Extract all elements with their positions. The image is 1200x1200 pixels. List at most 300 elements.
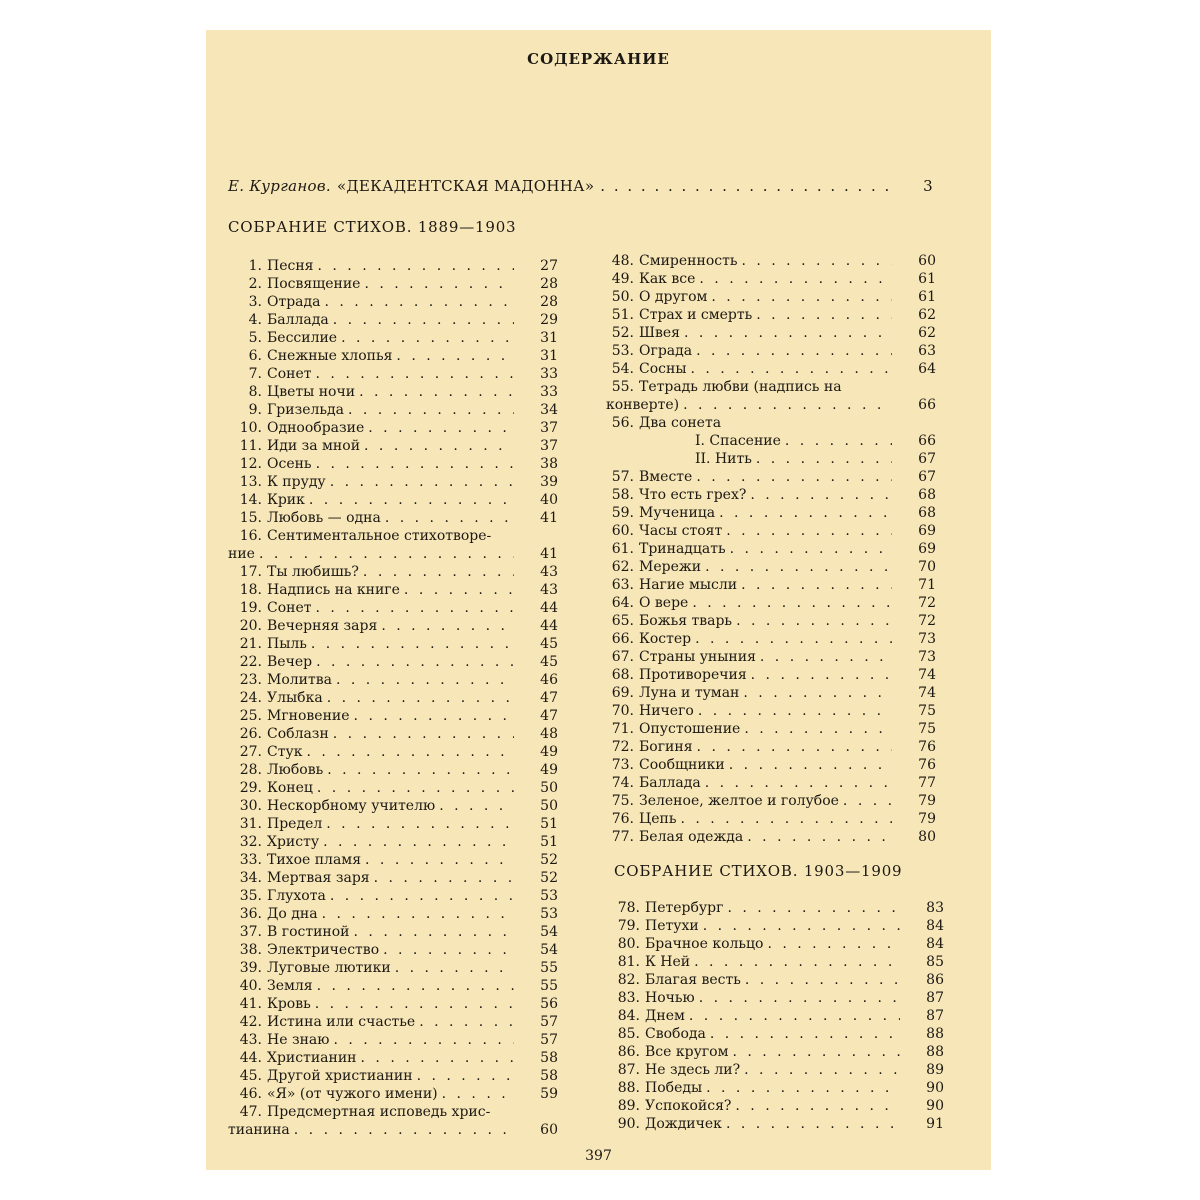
dot-leader bbox=[259, 545, 514, 563]
toc-entry bbox=[606, 288, 936, 306]
dot-leader bbox=[760, 648, 892, 666]
entry-number: 59. bbox=[611, 505, 634, 521]
entry-title: Однообразие bbox=[267, 420, 365, 436]
entry-title: Улыбка bbox=[267, 690, 323, 706]
dot-leader bbox=[316, 599, 514, 617]
entry-number: 89. bbox=[617, 1098, 640, 1114]
toc-entry bbox=[606, 828, 936, 846]
entry-title: К пруду bbox=[267, 474, 326, 490]
toc-entry bbox=[228, 833, 558, 851]
entry-title: Петухи bbox=[645, 918, 699, 934]
toc-entry bbox=[606, 378, 936, 396]
entry-page: 59 bbox=[540, 1086, 558, 1102]
toc-entry bbox=[606, 1025, 944, 1043]
entry-number: 82. bbox=[617, 972, 640, 988]
entry-title: Как все bbox=[639, 271, 696, 287]
entry-number: 14. bbox=[239, 492, 262, 508]
entry-number: 16. bbox=[239, 528, 262, 544]
entry-title: Пыль bbox=[267, 636, 307, 652]
dot-leader bbox=[363, 563, 514, 581]
toc-column-right-bottom bbox=[606, 899, 944, 1133]
toc-entry bbox=[606, 594, 936, 612]
dot-leader bbox=[690, 360, 892, 378]
toc-entry bbox=[606, 917, 944, 935]
dot-leader bbox=[368, 419, 514, 437]
entry-title: Ограда bbox=[639, 343, 693, 359]
entry-page: 43 bbox=[540, 582, 558, 598]
entry-page: 73 bbox=[918, 649, 936, 665]
entry-title: Христианин bbox=[267, 1050, 357, 1066]
dot-leader bbox=[417, 1067, 514, 1085]
toc-entry bbox=[228, 995, 558, 1013]
toc-entry bbox=[606, 702, 936, 720]
entry-page: 90 bbox=[926, 1080, 944, 1096]
entry-number: 20. bbox=[239, 618, 262, 634]
dot-leader bbox=[294, 1121, 514, 1139]
entry-number: 70. bbox=[611, 703, 634, 719]
entry-page: 56 bbox=[540, 996, 558, 1012]
entry-page: 54 bbox=[540, 924, 558, 940]
entry-number: 74. bbox=[611, 775, 634, 791]
dot-leader bbox=[354, 707, 514, 725]
entry-number: 33. bbox=[239, 852, 262, 868]
entry-number: 11. bbox=[239, 438, 262, 454]
toc-entry bbox=[228, 329, 558, 347]
toc-entry bbox=[228, 455, 558, 473]
entry-number: 81. bbox=[617, 954, 640, 970]
entry-title: Баллада bbox=[267, 312, 329, 328]
entry-title: Ничего bbox=[639, 703, 694, 719]
entry-title: Молитва bbox=[267, 672, 332, 688]
entry-title: Электричество bbox=[267, 942, 380, 958]
entry-page: 83 bbox=[926, 900, 944, 916]
entry-number: 62. bbox=[611, 559, 634, 575]
entry-title: В гостиной bbox=[267, 924, 350, 940]
dot-leader bbox=[680, 810, 892, 828]
entry-number: 86. bbox=[617, 1044, 640, 1060]
dot-leader bbox=[404, 581, 514, 599]
toc-entry bbox=[228, 815, 558, 833]
entry-title: Вместе bbox=[639, 469, 693, 485]
entry-page: 84 bbox=[926, 936, 944, 952]
toc-entry bbox=[228, 1121, 558, 1139]
entry-number: 46. bbox=[239, 1086, 262, 1102]
entry-number: 84. bbox=[617, 1008, 640, 1024]
entry-title: Истина или счастье bbox=[267, 1014, 416, 1030]
entry-page: 74 bbox=[918, 667, 936, 683]
entry-title: Бессилие bbox=[267, 330, 338, 346]
dot-leader bbox=[699, 989, 900, 1007]
intro-author: Е. Курганов. bbox=[228, 177, 331, 195]
toc-entry bbox=[228, 599, 558, 617]
dot-leader bbox=[323, 833, 514, 851]
entry-number: 80. bbox=[617, 936, 640, 952]
entry-page: 51 bbox=[540, 816, 558, 832]
dot-leader bbox=[703, 917, 900, 935]
entry-title: Божья тварь bbox=[639, 613, 733, 629]
entry-page: 75 bbox=[918, 721, 936, 737]
dot-leader bbox=[730, 540, 892, 558]
entry-number: 60. bbox=[611, 523, 634, 539]
entry-title: Ночью bbox=[645, 990, 695, 1006]
entry-page: 33 bbox=[540, 366, 558, 382]
entry-title: ние bbox=[228, 546, 255, 562]
toc-entry bbox=[606, 810, 936, 828]
entry-number: 78. bbox=[617, 900, 640, 916]
page-number: 397 bbox=[585, 1148, 612, 1164]
entry-title: Гризельда bbox=[267, 402, 344, 418]
entry-page: 38 bbox=[540, 456, 558, 472]
entry-title: Опустошение bbox=[639, 721, 741, 737]
entry-number: 41. bbox=[239, 996, 262, 1012]
entry-number: 34. bbox=[239, 870, 262, 886]
entry-title: Луна и туман bbox=[639, 685, 740, 701]
entry-number: 52. bbox=[611, 325, 634, 341]
entry-title: Не здесь ли? bbox=[645, 1062, 741, 1078]
entry-page: 50 bbox=[540, 798, 558, 814]
entry-page: 54 bbox=[540, 942, 558, 958]
entry-title: Стук bbox=[267, 744, 303, 760]
dot-leader bbox=[695, 630, 892, 648]
dot-leader bbox=[694, 953, 900, 971]
entry-page: 49 bbox=[540, 762, 558, 778]
entry-page: 72 bbox=[918, 595, 936, 611]
entry-number: 23. bbox=[239, 672, 262, 688]
toc-entry bbox=[228, 779, 558, 797]
entry-number: 17. bbox=[239, 564, 262, 580]
entry-page: 74 bbox=[918, 685, 936, 701]
entry-title: Успокойся? bbox=[645, 1098, 732, 1114]
entry-page: 69 bbox=[918, 541, 936, 557]
entry-number: 73. bbox=[611, 757, 634, 773]
toc-entry bbox=[228, 743, 558, 761]
toc-entry bbox=[228, 689, 558, 707]
entry-page: 84 bbox=[926, 918, 944, 934]
entry-number: 53. bbox=[611, 343, 634, 359]
entry-title: Противоречия bbox=[639, 667, 747, 683]
toc-entry bbox=[228, 959, 558, 977]
entry-number: 58. bbox=[611, 487, 634, 503]
entry-number: 51. bbox=[611, 307, 634, 323]
toc-entry bbox=[228, 905, 558, 923]
section-heading-1889-1903: СОБРАНИЕ СТИХОВ. 1889—1903 bbox=[228, 218, 517, 236]
intro-entry bbox=[228, 177, 933, 199]
entry-page: 48 bbox=[540, 726, 558, 742]
dot-leader bbox=[751, 666, 892, 684]
toc-entry bbox=[606, 935, 944, 953]
entry-title: Христу bbox=[267, 834, 320, 850]
toc-entry bbox=[606, 450, 936, 468]
dot-leader bbox=[732, 1043, 900, 1061]
entry-page: 34 bbox=[540, 402, 558, 418]
entry-title: Нагие мысли bbox=[639, 577, 738, 593]
entry-title: Часы стоят bbox=[639, 523, 723, 539]
entry-number: 42. bbox=[239, 1014, 262, 1030]
entry-number: 39. bbox=[239, 960, 262, 976]
entry-title: Смиренность bbox=[639, 253, 738, 269]
toc-entry bbox=[606, 432, 936, 450]
entry-number: 18. bbox=[239, 582, 262, 598]
entry-page: 88 bbox=[926, 1044, 944, 1060]
dot-leader bbox=[309, 491, 514, 509]
dot-leader bbox=[696, 342, 892, 360]
dot-leader bbox=[744, 1061, 900, 1079]
entry-title: Песня bbox=[267, 258, 314, 274]
entry-page: 88 bbox=[926, 1026, 944, 1042]
entry-number: 67. bbox=[611, 649, 634, 665]
entry-number: 38. bbox=[239, 942, 262, 958]
entry-title: Иди за мной bbox=[267, 438, 361, 454]
dot-leader bbox=[333, 311, 514, 329]
entry-number: 12. bbox=[239, 456, 262, 472]
entry-title: До дна bbox=[267, 906, 318, 922]
entry-title: Сонет bbox=[267, 366, 312, 382]
dot-leader bbox=[316, 653, 514, 671]
entry-title: Глухота bbox=[267, 888, 326, 904]
entry-number: 22. bbox=[239, 654, 262, 670]
dot-leader bbox=[741, 576, 892, 594]
dot-leader bbox=[843, 792, 892, 810]
dot-leader bbox=[736, 612, 892, 630]
entry-page: 52 bbox=[540, 852, 558, 868]
entry-number: 28. bbox=[239, 762, 262, 778]
toc-entry bbox=[606, 666, 936, 684]
entry-title: Кровь bbox=[267, 996, 311, 1012]
entry-page: 43 bbox=[540, 564, 558, 580]
toc-entry bbox=[228, 473, 558, 491]
toc-entry bbox=[228, 617, 558, 635]
toc-entry bbox=[606, 522, 936, 540]
entry-title: Осень bbox=[267, 456, 312, 472]
entry-page: 27 bbox=[540, 258, 558, 274]
dot-leader bbox=[395, 959, 514, 977]
toc-entry bbox=[228, 581, 558, 599]
entry-title: «Я» (от чужого имени) bbox=[267, 1086, 438, 1102]
entry-number: 85. bbox=[617, 1026, 640, 1042]
dot-leader bbox=[333, 725, 514, 743]
entry-number: 26. bbox=[239, 726, 262, 742]
toc-entry bbox=[228, 347, 558, 365]
entry-page: 57 bbox=[540, 1032, 558, 1048]
toc-entry bbox=[606, 324, 936, 342]
toc-entry bbox=[228, 1013, 558, 1031]
dot-leader bbox=[374, 869, 514, 887]
entry-number: 37. bbox=[239, 924, 262, 940]
dot-leader bbox=[696, 468, 892, 486]
entry-title: Сонет bbox=[267, 600, 312, 616]
entry-page: 62 bbox=[918, 325, 936, 341]
dot-leader bbox=[364, 437, 514, 455]
toc-entry bbox=[606, 1043, 944, 1061]
entry-title: Победы bbox=[645, 1080, 703, 1096]
entry-title: Цветы ночи bbox=[267, 384, 356, 400]
entry-title: Мережи bbox=[639, 559, 702, 575]
entry-page: 41 bbox=[540, 510, 558, 526]
entry-page: 75 bbox=[918, 703, 936, 719]
entry-number: 43. bbox=[239, 1032, 262, 1048]
toc-entry bbox=[606, 1079, 944, 1097]
dot-leader bbox=[348, 401, 514, 419]
entry-number: 19. bbox=[239, 600, 262, 616]
toc-entry bbox=[606, 612, 936, 630]
toc-entry bbox=[606, 558, 936, 576]
dot-leader bbox=[330, 887, 514, 905]
dot-leader bbox=[333, 1031, 514, 1049]
toc-entry bbox=[606, 630, 936, 648]
entry-page: 58 bbox=[540, 1068, 558, 1084]
dot-leader bbox=[381, 617, 514, 635]
toc-entry bbox=[606, 756, 936, 774]
entry-page: 87 bbox=[926, 990, 944, 1006]
entry-page: 46 bbox=[540, 672, 558, 688]
entry-number: 29. bbox=[239, 780, 262, 796]
dot-leader bbox=[336, 671, 514, 689]
entry-number: 69. bbox=[611, 685, 634, 701]
toc-entry bbox=[228, 761, 558, 779]
entry-number: 65. bbox=[611, 613, 634, 629]
entry-number: 5. bbox=[248, 330, 262, 346]
entry-title: Петербург bbox=[645, 900, 724, 916]
entry-number: 61. bbox=[611, 541, 634, 557]
dot-leader bbox=[364, 275, 514, 293]
entry-title: II. Нить bbox=[695, 451, 752, 467]
entry-title: Что есть грех? bbox=[639, 487, 747, 503]
entry-page: 37 bbox=[540, 420, 558, 436]
entry-page: 79 bbox=[918, 811, 936, 827]
entry-title: Дождичек bbox=[645, 1116, 722, 1132]
entry-page: 39 bbox=[540, 474, 558, 490]
dot-leader bbox=[705, 558, 892, 576]
toc-entry bbox=[606, 468, 936, 486]
entry-number: 1. bbox=[248, 258, 262, 274]
entry-page: 44 bbox=[540, 600, 558, 616]
toc-entry bbox=[606, 648, 936, 666]
dot-leader bbox=[365, 851, 514, 869]
entry-page: 57 bbox=[540, 1014, 558, 1030]
entry-page: 76 bbox=[918, 757, 936, 773]
toc-entry bbox=[606, 342, 936, 360]
entry-page: 79 bbox=[918, 793, 936, 809]
entry-title: Предсмертная исповедь хрис- bbox=[267, 1104, 491, 1120]
toc-entry bbox=[228, 491, 558, 509]
toc-entry bbox=[606, 971, 944, 989]
dot-leader bbox=[727, 899, 900, 917]
entry-page: 53 bbox=[540, 906, 558, 922]
entry-number: 35. bbox=[239, 888, 262, 904]
toc-entry bbox=[228, 1103, 558, 1121]
toc-entry bbox=[228, 1085, 558, 1103]
entry-number: 64. bbox=[611, 595, 634, 611]
toc-entry bbox=[228, 725, 558, 743]
entry-title: Благая весть bbox=[645, 972, 741, 988]
entry-number: 44. bbox=[239, 1050, 262, 1066]
entry-title: Брачное кольцо bbox=[645, 936, 764, 952]
toc-entry bbox=[606, 306, 936, 324]
entry-number: 10. bbox=[239, 420, 262, 436]
entry-number: 71. bbox=[611, 721, 634, 737]
entry-title: Сентиментальное стихотворе- bbox=[267, 528, 492, 544]
entry-title: Богиня bbox=[639, 739, 693, 755]
entry-page: 51 bbox=[540, 834, 558, 850]
toc-entry bbox=[228, 887, 558, 905]
entry-title: Тихое пламя bbox=[267, 852, 362, 868]
entry-page: 69 bbox=[918, 523, 936, 539]
dot-leader bbox=[698, 702, 892, 720]
dot-leader bbox=[316, 455, 514, 473]
entry-page: 41 bbox=[540, 546, 558, 562]
toc-entry bbox=[606, 396, 936, 414]
toc-entry bbox=[228, 257, 558, 275]
entry-page: 87 bbox=[926, 1008, 944, 1024]
toc-entry bbox=[606, 899, 944, 917]
entry-page: 66 bbox=[918, 397, 936, 413]
dot-leader bbox=[726, 522, 892, 540]
entry-page: 31 bbox=[540, 330, 558, 346]
entry-page: 45 bbox=[540, 654, 558, 670]
entry-number: 4. bbox=[248, 312, 262, 328]
dot-leader bbox=[692, 594, 892, 612]
entry-page: 53 bbox=[540, 888, 558, 904]
toc-column-left bbox=[228, 257, 558, 1139]
toc-entry bbox=[228, 527, 558, 545]
entry-page: 67 bbox=[918, 451, 936, 467]
dot-leader bbox=[385, 509, 514, 527]
entry-title: Надпись на книге bbox=[267, 582, 400, 598]
dot-leader bbox=[317, 779, 514, 797]
dot-leader bbox=[697, 738, 892, 756]
toc-entry bbox=[606, 540, 936, 558]
toc-entry bbox=[228, 923, 558, 941]
dot-leader bbox=[317, 977, 514, 995]
toc-entry bbox=[606, 684, 936, 702]
entry-title: Не знаю bbox=[267, 1032, 330, 1048]
entry-title: О другом bbox=[639, 289, 708, 305]
entry-page: 71 bbox=[918, 577, 936, 593]
dot-leader bbox=[318, 257, 515, 275]
dot-leader bbox=[341, 329, 514, 347]
dot-leader bbox=[741, 252, 892, 270]
toc-entry bbox=[228, 941, 558, 959]
entry-number: 54. bbox=[611, 361, 634, 377]
entry-number: 24. bbox=[239, 690, 262, 706]
entry-title: Страх и смерть bbox=[639, 307, 753, 323]
toc-entry bbox=[228, 509, 558, 527]
entry-number: 21. bbox=[239, 636, 262, 652]
toc-entry bbox=[228, 275, 558, 293]
entry-page: 86 bbox=[926, 972, 944, 988]
toc-entry bbox=[606, 953, 944, 971]
entry-page: 33 bbox=[540, 384, 558, 400]
toc-entry bbox=[228, 653, 558, 671]
dot-leader bbox=[743, 684, 892, 702]
intro-page: 3 bbox=[923, 177, 933, 195]
dot-leader bbox=[419, 1013, 514, 1031]
entry-number: 15. bbox=[239, 510, 262, 526]
entry-number: 30. bbox=[239, 798, 262, 814]
toc-entry bbox=[228, 1031, 558, 1049]
toc-entry bbox=[228, 671, 558, 689]
dot-leader bbox=[726, 1115, 900, 1133]
entry-title: Посвящение bbox=[267, 276, 361, 292]
toc-entry bbox=[228, 977, 558, 995]
entry-title: О вере bbox=[639, 595, 689, 611]
dot-leader bbox=[383, 941, 514, 959]
toc-entry bbox=[606, 1007, 944, 1025]
entry-number: 40. bbox=[239, 978, 262, 994]
dot-leader bbox=[442, 1085, 514, 1103]
entry-page: 72 bbox=[918, 613, 936, 629]
entry-page: 61 bbox=[918, 289, 936, 305]
